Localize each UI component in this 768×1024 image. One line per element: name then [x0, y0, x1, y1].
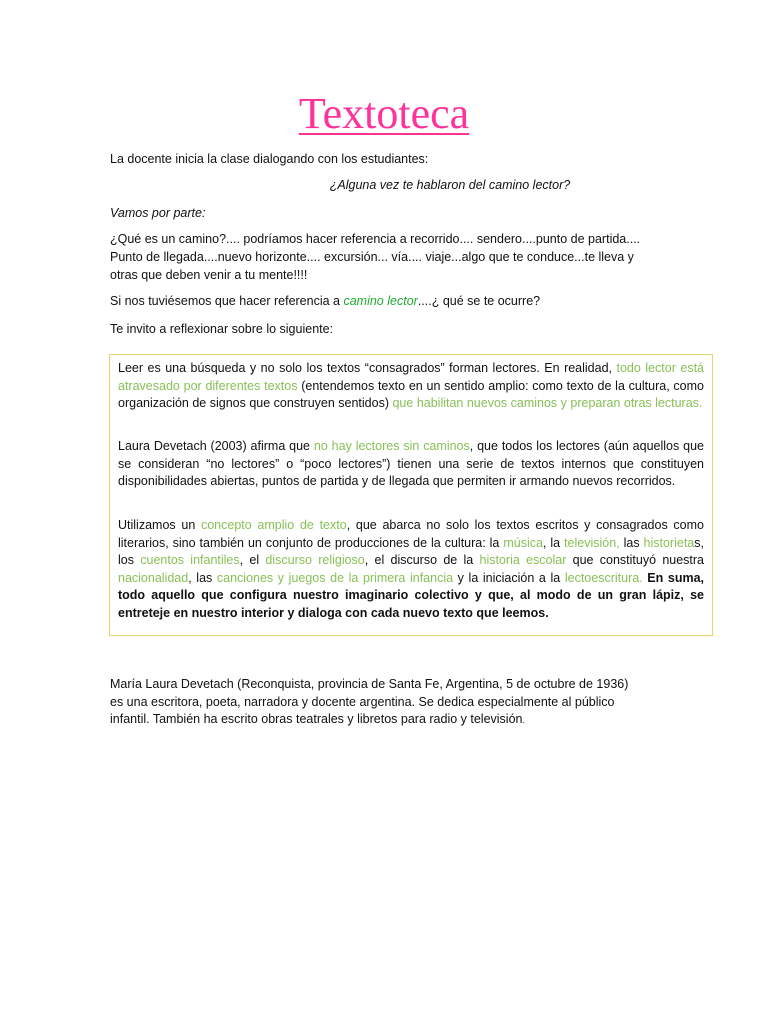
box-p3-text-i: s, los: [118, 535, 704, 568]
box-p2-highlight: no hay lectores sin caminos: [313, 439, 470, 453]
author-bio-line-2: es una escritora, poeta, narradora y docente argentina. Se dedica especialmente al público: [110, 694, 615, 709]
box-p3-text-m: , el discurso de la: [364, 553, 480, 568]
box-p3-text-a: Utilizamos un: [118, 518, 201, 532]
box-p3-highlight-lectoescritura: lectoescritura.: [564, 570, 643, 585]
box-p3-highlight-historieta: historieta: [643, 535, 695, 550]
box-p3-text-g: las: [619, 535, 644, 550]
camino-line-1: ¿Qué es un camino?.... podríamos hacer referencia a recorrido.... sendero....punto de partida....: [110, 232, 641, 246]
box-p2-text: Laura Devetach (2003) afirma que: [118, 439, 314, 453]
intro-text: La docente inicia la clase dialogando con los estudiantes:: [110, 152, 429, 166]
camino-lector-highlight: camino lector: [343, 294, 418, 308]
si-text-post: ....¿ qué se te ocurre?: [417, 294, 541, 308]
box-p3-text-k: , el: [239, 553, 266, 568]
box-p3-highlight-cuentos: cuentos infantiles: [140, 553, 240, 568]
box-p3-text-o: que constituyó nuestra: [566, 553, 705, 568]
box-p3-text-q: , las: [188, 570, 217, 585]
box-p3-highlight-historia: historia escolar: [479, 553, 567, 568]
author-bio-period: .: [522, 715, 525, 726]
box-paragraph-1: [118, 360, 704, 413]
camino-line-2: Punto de llegada....nuevo horizonte.... excursión... vía.... viaje...algo que te conduce...te lleva y: [110, 250, 634, 264]
box-p3-text-e: , la: [542, 535, 565, 550]
camino-paragraph: [110, 230, 670, 284]
box-p3-text-c: , que abarca no solo los textos escritos y consagrados como literarios, sino también un conjunto de producciones de la cultura: la: [118, 518, 704, 550]
box-p3-highlight-concepto: concepto amplio de texto: [200, 518, 347, 532]
box-paragraph-3: [118, 517, 704, 623]
camino-line-3: otras que deben venir a tu mente!!!!: [110, 268, 308, 282]
box-p3-closing-text: En suma, todo aquello que configura nuestro imaginario colectivo y que, al modo de un gran lápiz, se entreteje en nuestro interior y dialoga con cada nuevo texto que leemos.: [118, 570, 704, 620]
box-p3-highlight-canciones: canciones y juegos de la primera infancia: [216, 570, 454, 585]
box-p3-highlight-musica: música: [503, 535, 543, 550]
box-p2-text-2: , que todos los lectores (aún aquellos que se consideran “no lectores” o “poco lectores”) tienen una serie de textos internos que constituyen disponibilidades abiertas, puntos de partida y de llegada que permiten ir armando nuevos recorridos.: [118, 439, 704, 489]
box-p1-text: Leer es una búsqueda y no solo los textos “consagrados” forman lectores. En realidad,: [118, 361, 617, 375]
box-p1-text-2: (entendemos texto en un sentido amplio: como texto de la cultura, como organización de signos que construyen sentidos): [118, 378, 704, 411]
box-p1-highlight-1: todo lector está atravesado por diferentes textos: [118, 361, 704, 393]
box-paragraph-2: [118, 438, 704, 491]
box-p3-highlight-television: televisión,: [564, 535, 620, 550]
vamos-text: Vamos por parte:: [110, 206, 206, 220]
box-p3-highlight-nacionalidad: nacionalidad: [118, 570, 189, 585]
camino-lector-question: [110, 292, 670, 310]
box-p3-text-s: y la iniciación a la: [453, 570, 565, 585]
page-title: Textoteca: [298, 89, 470, 138]
invite-text: Te invito a reflexionar sobre lo siguiente:: [110, 322, 334, 336]
guiding-question: ¿Alguna vez te hablaron del camino lector?: [329, 178, 571, 192]
box-p3-highlight-discurso: discurso religioso: [265, 553, 365, 568]
si-text-pre: Si nos tuviésemos que hacer referencia a: [110, 294, 344, 308]
author-bio-line-3: infantil. También ha escrito obras teatrales y libretos para radio y televisión: [110, 712, 523, 727]
box-p1-highlight-2: que habilitan nuevos caminos y preparan otras lecturas.: [392, 396, 703, 411]
author-name: María Laura Devetach: [110, 677, 234, 691]
author-bio: [110, 676, 670, 730]
author-bio-line-1: (Reconquista, provincia de Santa Fe, Argentina, 5 de octubre de 1936): [233, 677, 629, 691]
